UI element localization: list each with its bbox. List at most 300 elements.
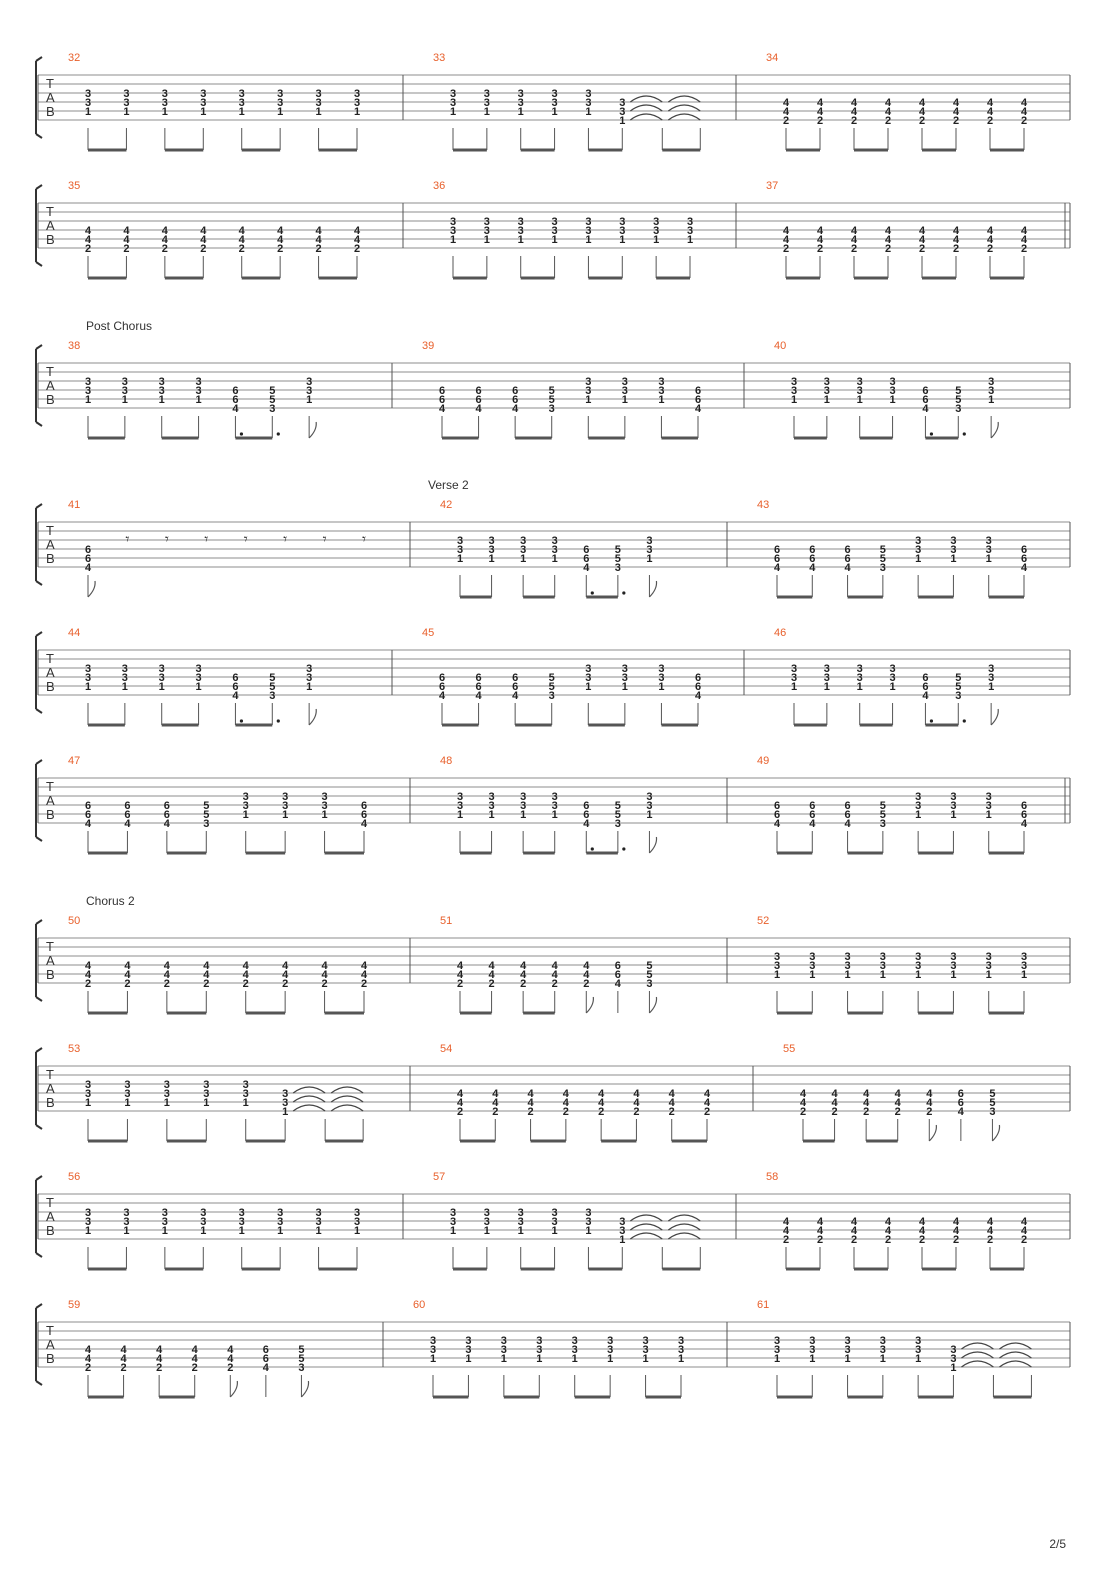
- tab-clef-letter: A: [46, 218, 55, 233]
- fret-number: 4: [456, 1097, 464, 1109]
- fret-number: 1: [809, 1353, 816, 1365]
- fret-number: 1: [488, 809, 495, 821]
- fret-number: 4: [203, 960, 210, 972]
- fret-number: 1: [950, 969, 957, 981]
- fret-number: 1: [483, 1225, 490, 1237]
- fret-number: 4: [488, 960, 495, 972]
- fret-number: 1: [551, 809, 558, 821]
- fret-number: 3: [483, 88, 490, 100]
- fret-number: 6: [694, 672, 702, 684]
- tie-arc: [630, 1224, 662, 1230]
- tie-arc: [630, 1215, 662, 1221]
- fret-number: 3: [123, 1216, 130, 1228]
- fret-number: 3: [315, 1207, 322, 1219]
- measure: [433, 1171, 700, 1269]
- fret-number: 4: [161, 234, 168, 246]
- fret-number: 3: [773, 951, 781, 963]
- fret-number: 6: [232, 394, 239, 406]
- eighth-rest: 𝄾: [322, 530, 327, 548]
- fret-number: 1: [551, 553, 558, 565]
- fret-number: 3: [277, 97, 284, 109]
- fret-number: 4: [520, 969, 527, 981]
- tie-arc: [293, 1105, 325, 1111]
- fret-number: 3: [306, 663, 313, 675]
- fret-number: 3: [124, 1079, 131, 1091]
- fret-number: 3: [200, 1216, 207, 1228]
- fret-number: 1: [915, 969, 922, 981]
- fret-number: 1: [121, 394, 128, 406]
- fret-number: 2: [918, 115, 926, 127]
- fret-number: 1: [585, 681, 592, 693]
- fret-number: 1: [536, 1353, 543, 1365]
- measure-number: 33: [433, 52, 446, 64]
- measure: [68, 755, 368, 853]
- rhythm-dot: [930, 432, 933, 435]
- fret-number: 3: [551, 88, 558, 100]
- fret-number: 3: [277, 1207, 284, 1219]
- fret-number: 3: [277, 88, 284, 100]
- fret-number: 1: [161, 1225, 168, 1237]
- fret-number: 1: [646, 809, 653, 821]
- fret-number: 4: [84, 225, 92, 237]
- fret-number: 2: [799, 1106, 807, 1118]
- fret-number: 4: [850, 97, 858, 109]
- measure-number: 34: [766, 52, 779, 64]
- fret-number: 4: [918, 106, 926, 118]
- measure-number: 47: [68, 755, 81, 767]
- fret-number: 3: [790, 385, 798, 397]
- fret-number: 4: [894, 1088, 901, 1100]
- fret-number: 4: [315, 225, 322, 237]
- fret-number: 1: [306, 394, 313, 406]
- fret-number: 2: [816, 243, 824, 255]
- fret-number: 2: [360, 978, 368, 990]
- fret-number: 4: [227, 1344, 234, 1356]
- fret-number: 6: [438, 681, 446, 693]
- fret-number: 1: [84, 1097, 92, 1109]
- fret-number: 2: [163, 978, 170, 990]
- fret-number: 5: [879, 553, 886, 565]
- fret-number: 5: [879, 544, 886, 556]
- fret-number: 3: [163, 1088, 170, 1100]
- fret-number: 4: [884, 106, 892, 118]
- fret-number: 4: [884, 225, 892, 237]
- fret-number: 4: [952, 225, 960, 237]
- fret-number: 6: [583, 809, 590, 821]
- fret-number: 1: [889, 681, 896, 693]
- fret-number: 4: [986, 106, 994, 118]
- tie-arc: [293, 1096, 325, 1102]
- fret-number: 2: [703, 1106, 711, 1118]
- fret-number: 4: [1020, 97, 1028, 109]
- fret-number: 1: [483, 234, 490, 246]
- fret-number: 3: [548, 403, 555, 415]
- fret-number: 4: [84, 1344, 92, 1356]
- fret-number: 3: [84, 376, 92, 388]
- note-flag: [88, 581, 95, 597]
- fret-number: 1: [856, 681, 863, 693]
- fret-number: 2: [488, 978, 495, 990]
- fret-number: 3: [520, 791, 527, 803]
- tab-clef-letter: B: [46, 1095, 55, 1110]
- fret-number: 3: [621, 672, 628, 684]
- fret-number: 4: [360, 960, 368, 972]
- fret-number: 1: [607, 1353, 614, 1365]
- tab-clef-letter: B: [46, 104, 55, 119]
- rhythm-dot: [277, 432, 280, 435]
- fret-number: 6: [360, 809, 368, 821]
- fret-number: 2: [1020, 1234, 1028, 1246]
- fret-number: 4: [918, 234, 926, 246]
- fret-number: 3: [658, 376, 665, 388]
- fret-number: 3: [686, 216, 694, 228]
- tie-arc: [961, 1352, 993, 1358]
- fret-number: 3: [790, 376, 798, 388]
- fret-number: 4: [816, 225, 824, 237]
- measure-number: 42: [440, 499, 453, 511]
- fret-number: 5: [614, 553, 621, 565]
- fret-number: 4: [282, 960, 289, 972]
- fret-number: 1: [1020, 969, 1028, 981]
- fret-number: 3: [551, 544, 558, 556]
- fret-number: 3: [483, 97, 490, 109]
- tab-clef-letter: T: [46, 1323, 54, 1338]
- fret-number: 4: [242, 960, 249, 972]
- fret-number: 6: [773, 553, 781, 565]
- measure: [440, 915, 657, 1013]
- fret-number: 3: [950, 1344, 957, 1356]
- fret-number: 4: [562, 1088, 569, 1100]
- fret-number: 3: [121, 385, 128, 397]
- fret-number: 1: [686, 234, 694, 246]
- fret-number: 6: [512, 394, 519, 406]
- measure-number: 52: [757, 915, 770, 927]
- fret-number: 4: [512, 690, 519, 702]
- fret-number: 2: [952, 243, 960, 255]
- fret-number: 3: [585, 216, 592, 228]
- tie-arc: [630, 96, 662, 102]
- fret-number: 4: [84, 1353, 92, 1365]
- fret-number: 3: [429, 1344, 437, 1356]
- fret-number: 3: [456, 791, 464, 803]
- fret-number: 3: [571, 1344, 578, 1356]
- tie-arc: [630, 105, 662, 111]
- tab-clef-letter: A: [46, 1337, 55, 1352]
- fret-number: 3: [619, 106, 626, 118]
- fret-number: 1: [551, 106, 558, 118]
- fret-number: 4: [1020, 562, 1028, 574]
- fret-number: 4: [957, 1106, 964, 1118]
- tie-arc: [331, 1105, 363, 1111]
- fret-number: 4: [191, 1353, 198, 1365]
- fret-number: 4: [850, 225, 858, 237]
- fret-number: 4: [952, 97, 960, 109]
- fret-number: 3: [950, 791, 957, 803]
- fret-number: 2: [551, 978, 558, 990]
- fret-number: 1: [238, 106, 245, 118]
- fret-number: 3: [955, 690, 962, 702]
- fret-number: 2: [986, 243, 994, 255]
- fret-number: 4: [598, 1088, 605, 1100]
- fret-number: 3: [315, 1216, 322, 1228]
- fret-number: 4: [1020, 1216, 1028, 1228]
- fret-number: 2: [242, 978, 249, 990]
- fret-number: 2: [782, 243, 790, 255]
- fret-number: 4: [353, 225, 361, 237]
- fret-number: 2: [282, 978, 289, 990]
- fret-number: 3: [123, 88, 130, 100]
- fret-number: 4: [551, 960, 558, 972]
- fret-number: 1: [658, 394, 665, 406]
- fret-number: 6: [232, 385, 239, 397]
- fret-number: 3: [158, 385, 165, 397]
- fret-number: 3: [161, 1216, 168, 1228]
- fret-number: 4: [782, 97, 790, 109]
- fret-number: 3: [646, 544, 653, 556]
- note-flag: [309, 709, 316, 725]
- measure-number: 51: [440, 915, 453, 927]
- fret-number: 4: [163, 969, 170, 981]
- fret-number: 4: [512, 403, 519, 415]
- fret-number: 3: [1020, 960, 1028, 972]
- fret-number: 3: [238, 97, 245, 109]
- fret-number: 1: [520, 809, 527, 821]
- fret-number: 3: [500, 1344, 507, 1356]
- fret-number: 3: [621, 663, 628, 675]
- fret-number: 4: [124, 818, 131, 830]
- fret-number: 4: [360, 818, 368, 830]
- fret-number: 3: [621, 385, 628, 397]
- fret-number: 4: [816, 106, 824, 118]
- fret-number: 1: [500, 1353, 507, 1365]
- fret-number: 3: [551, 97, 558, 109]
- fret-number: 3: [677, 1344, 685, 1356]
- tab-clef-letter: A: [46, 665, 55, 680]
- measure: [422, 627, 702, 725]
- fret-number: 4: [123, 234, 130, 246]
- tab-system: [36, 894, 1070, 1013]
- fret-number: 4: [884, 1216, 892, 1228]
- fret-number: 1: [950, 809, 957, 821]
- fret-number: 6: [809, 800, 816, 812]
- tie-arc: [668, 96, 700, 102]
- fret-number: 3: [585, 88, 592, 100]
- fret-number: 4: [475, 690, 482, 702]
- tie-arc: [668, 114, 700, 120]
- fret-number: 3: [483, 216, 490, 228]
- measure-number: 58: [766, 1171, 779, 1183]
- fret-number: 3: [449, 88, 457, 100]
- fret-number: 6: [438, 385, 446, 397]
- fret-number: 6: [84, 800, 92, 812]
- measure-number: 41: [68, 499, 81, 511]
- fret-number: 2: [161, 243, 168, 255]
- fret-number: 5: [269, 394, 276, 406]
- fret-number: 3: [548, 690, 555, 702]
- measure-number: 39: [422, 340, 435, 352]
- fret-number: 3: [84, 663, 92, 675]
- fret-number: 3: [988, 376, 995, 388]
- fret-number: 4: [163, 960, 170, 972]
- eighth-rest: 𝄾: [362, 530, 366, 548]
- fret-number: 2: [353, 243, 361, 255]
- fret-number: 6: [694, 394, 702, 406]
- measure: [440, 755, 657, 853]
- fret-number: 1: [889, 394, 896, 406]
- fret-number: 3: [449, 225, 457, 237]
- fret-number: 1: [242, 809, 249, 821]
- fret-number: 3: [84, 672, 92, 684]
- note-flag: [301, 1381, 308, 1397]
- rhythm-dot: [963, 432, 966, 435]
- fret-number: 3: [677, 1335, 685, 1347]
- fret-number: 6: [1020, 544, 1028, 556]
- fret-number: 5: [955, 681, 962, 693]
- tab-clef-letter: T: [46, 523, 54, 538]
- measure: [68, 1171, 360, 1269]
- fret-number: 1: [124, 1097, 131, 1109]
- measure: [68, 340, 316, 438]
- fret-number: 4: [816, 1216, 824, 1228]
- fret-number: 2: [952, 115, 960, 127]
- fret-number: 3: [642, 1335, 649, 1347]
- fret-number: 2: [456, 978, 464, 990]
- fret-number: 1: [790, 681, 798, 693]
- fret-number: 6: [163, 800, 170, 812]
- fret-number: 1: [158, 681, 165, 693]
- fret-number: 4: [831, 1097, 838, 1109]
- tab-clef-letter: A: [46, 1081, 55, 1096]
- fret-number: 3: [823, 663, 830, 675]
- fret-number: 1: [551, 1225, 558, 1237]
- system-brace: [36, 920, 42, 1001]
- fret-number: 3: [158, 376, 165, 388]
- fret-number: 2: [562, 1106, 569, 1118]
- fret-number: 4: [884, 97, 892, 109]
- tab-clef-letter: A: [46, 1209, 55, 1224]
- tab-clef-letter: A: [46, 90, 55, 105]
- fret-number: 4: [1020, 234, 1028, 246]
- fret-number: 3: [277, 1216, 284, 1228]
- fret-number: 1: [642, 1353, 649, 1365]
- fret-number: 1: [823, 394, 830, 406]
- fret-number: 3: [121, 376, 128, 388]
- fret-number: 6: [694, 385, 702, 397]
- fret-number: 4: [918, 97, 926, 109]
- fret-number: 2: [84, 1362, 92, 1374]
- fret-number: 4: [227, 1353, 234, 1365]
- rhythm-dot: [622, 847, 625, 850]
- fret-number: 3: [269, 690, 276, 702]
- fret-number: 3: [653, 216, 660, 228]
- fret-number: 3: [465, 1335, 472, 1347]
- fret-number: 4: [321, 960, 328, 972]
- note-flag: [992, 1125, 999, 1141]
- fret-number: 6: [84, 544, 92, 556]
- fret-number: 2: [850, 1234, 858, 1246]
- fret-number: 5: [269, 681, 276, 693]
- fret-number: 4: [850, 1225, 858, 1237]
- fret-number: 6: [809, 553, 816, 565]
- fret-number: 3: [614, 562, 621, 574]
- fret-number: 3: [282, 1097, 289, 1109]
- fret-number: 4: [438, 403, 446, 415]
- fret-number: 6: [475, 394, 482, 406]
- fret-number: 1: [790, 394, 798, 406]
- fret-number: 2: [816, 115, 824, 127]
- fret-number: 5: [989, 1088, 996, 1100]
- rhythm-dot: [963, 719, 966, 722]
- tab-system: [36, 1171, 1070, 1269]
- tie-arc: [630, 114, 662, 120]
- fret-number: 1: [163, 1097, 170, 1109]
- fret-number: 3: [520, 800, 527, 812]
- fret-number: 4: [694, 403, 702, 415]
- fret-number: 2: [633, 1106, 640, 1118]
- fret-number: 3: [823, 385, 830, 397]
- fret-number: 2: [1020, 115, 1028, 127]
- fret-number: 3: [517, 97, 524, 109]
- tab-clef-letter: A: [46, 953, 55, 968]
- fret-number: 1: [823, 681, 830, 693]
- fret-number: 3: [985, 960, 992, 972]
- fret-number: 1: [282, 1106, 289, 1118]
- fret-number: 1: [517, 1225, 524, 1237]
- tab-clef-letter: T: [46, 939, 54, 954]
- fret-number: 3: [985, 951, 992, 963]
- fret-number: 1: [488, 553, 495, 565]
- fret-number: 1: [585, 106, 592, 118]
- fret-number: 5: [298, 1353, 305, 1365]
- fret-number: 3: [483, 1216, 490, 1228]
- tab-clef-letter: T: [46, 204, 54, 219]
- fret-number: 1: [282, 809, 289, 821]
- fret-number: 4: [694, 690, 702, 702]
- fret-number: 4: [894, 1097, 901, 1109]
- fret-number: 3: [203, 1079, 210, 1091]
- fret-number: 3: [607, 1335, 614, 1347]
- measure-number: 59: [68, 1299, 81, 1311]
- note-flag: [929, 1125, 936, 1141]
- system-brace: [36, 1304, 42, 1385]
- fret-number: 3: [456, 544, 464, 556]
- note-flag: [230, 1381, 237, 1397]
- note-flag: [649, 581, 656, 597]
- fret-number: 4: [583, 960, 590, 972]
- fret-number: 1: [277, 1225, 284, 1237]
- fret-number: 4: [799, 1088, 807, 1100]
- fret-number: 1: [571, 1353, 578, 1365]
- fret-number: 1: [773, 969, 781, 981]
- fret-number: 4: [124, 960, 131, 972]
- fret-number: 4: [456, 960, 464, 972]
- fret-number: 5: [879, 809, 886, 821]
- fret-number: 1: [551, 234, 558, 246]
- fret-number: 1: [200, 106, 207, 118]
- eighth-rest: 𝄾: [204, 530, 209, 548]
- fret-number: 4: [816, 97, 824, 109]
- fret-number: 1: [658, 681, 665, 693]
- fret-number: 1: [465, 1353, 472, 1365]
- fret-number: 2: [84, 978, 92, 990]
- fret-number: 4: [633, 1088, 640, 1100]
- fret-number: 3: [658, 385, 665, 397]
- fret-number: 4: [633, 1097, 640, 1109]
- fret-number: 4: [583, 969, 590, 981]
- fret-number: 1: [985, 969, 992, 981]
- fret-number: 3: [121, 663, 128, 675]
- fret-number: 4: [922, 690, 929, 702]
